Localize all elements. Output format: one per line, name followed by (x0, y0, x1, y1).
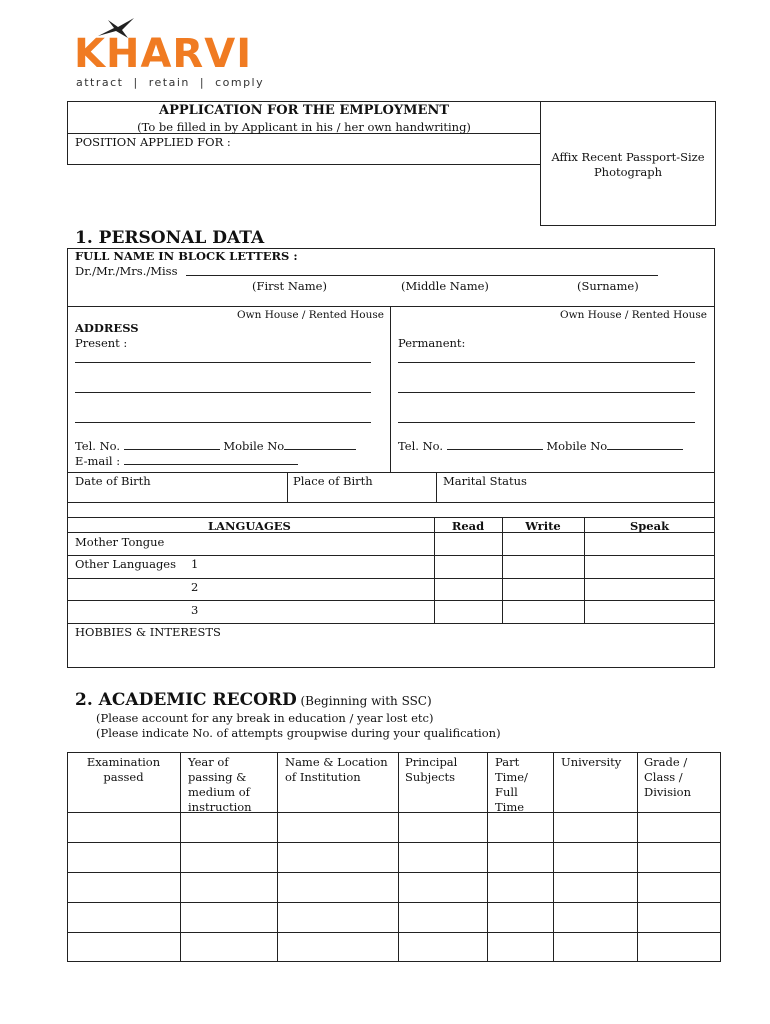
company-logo (74, 14, 274, 94)
present-line-2 (75, 392, 371, 393)
pob-label: Place of Birth (293, 474, 373, 488)
academic-note-1: (Please account for any break in education / year lost etc) (96, 711, 434, 725)
other-languages-label: Other Languages (75, 557, 177, 571)
photo-label: Affix Recent Passport-Size Photograph (551, 150, 705, 179)
permanent-tel: Tel. No. Mobile No (398, 439, 683, 453)
read-header: Read (451, 519, 485, 533)
languages-heading: LANGUAGES (208, 519, 291, 533)
other-language-2: 2 (191, 580, 199, 594)
form-note: (To be filled in by Applicant in his / her own handwriting) (137, 120, 471, 134)
academic-note-2: (Please indicate No. of attempts groupwise during your qualification) (96, 726, 501, 740)
surname-caption: (Surname) (577, 279, 639, 293)
col-institution: Name & Location of Institution (285, 755, 388, 784)
permanent-line-3 (398, 422, 695, 423)
col-grade: Grade / Class / Division (644, 755, 691, 799)
address-label: ADDRESS (75, 321, 139, 335)
mother-tongue-label: Mother Tongue (75, 535, 165, 549)
salutation-label: Dr./Mr./Mrs./Miss (75, 264, 178, 278)
permanent-label: Permanent: (398, 336, 466, 350)
present-email: E-mail : (75, 454, 298, 468)
col-examination: Examination passed (86, 755, 161, 784)
middle-name-caption: (Middle Name) (401, 279, 489, 293)
present-line-1 (75, 362, 371, 363)
col-subjects: Principal Subjects (405, 755, 458, 784)
hobbies-label: HOBBIES & INTERESTS (75, 625, 221, 639)
marital-label: Marital Status (443, 474, 527, 488)
logo-text: KHARVI (74, 31, 253, 77)
col-part-time: Part Time/ Full Time (495, 755, 528, 814)
house-type-permanent: Own House / Rented House (560, 309, 707, 321)
present-line-3 (75, 422, 371, 423)
present-tel: Tel. No. Mobile No (75, 439, 356, 453)
name-line (186, 275, 658, 276)
speak-header: Speak (629, 519, 670, 533)
col-year: Year of passing & medium of instruction (188, 755, 252, 814)
permanent-line-1 (398, 362, 695, 363)
permanent-line-2 (398, 392, 695, 393)
section-academic-heading: 2. ACADEMIC RECORD (Beginning with SSC) (75, 690, 432, 710)
section-personal-heading: 1. PERSONAL DATA (75, 228, 265, 248)
logo-tagline: attract | retain | comply (76, 76, 265, 89)
form-title: APPLICATION FOR THE EMPLOYMENT (158, 103, 450, 118)
dob-label: Date of Birth (75, 474, 151, 488)
other-language-1: 1 (191, 557, 199, 571)
write-header: Write (525, 519, 561, 533)
first-name-caption: (First Name) (252, 279, 327, 293)
full-name-label: FULL NAME IN BLOCK LETTERS : (75, 249, 298, 263)
col-university: University (561, 755, 622, 769)
other-language-3: 3 (191, 603, 199, 617)
present-label: Present : (75, 336, 128, 350)
house-type-present: Own House / Rented House (237, 309, 384, 321)
position-label: POSITION APPLIED FOR : (75, 135, 231, 149)
